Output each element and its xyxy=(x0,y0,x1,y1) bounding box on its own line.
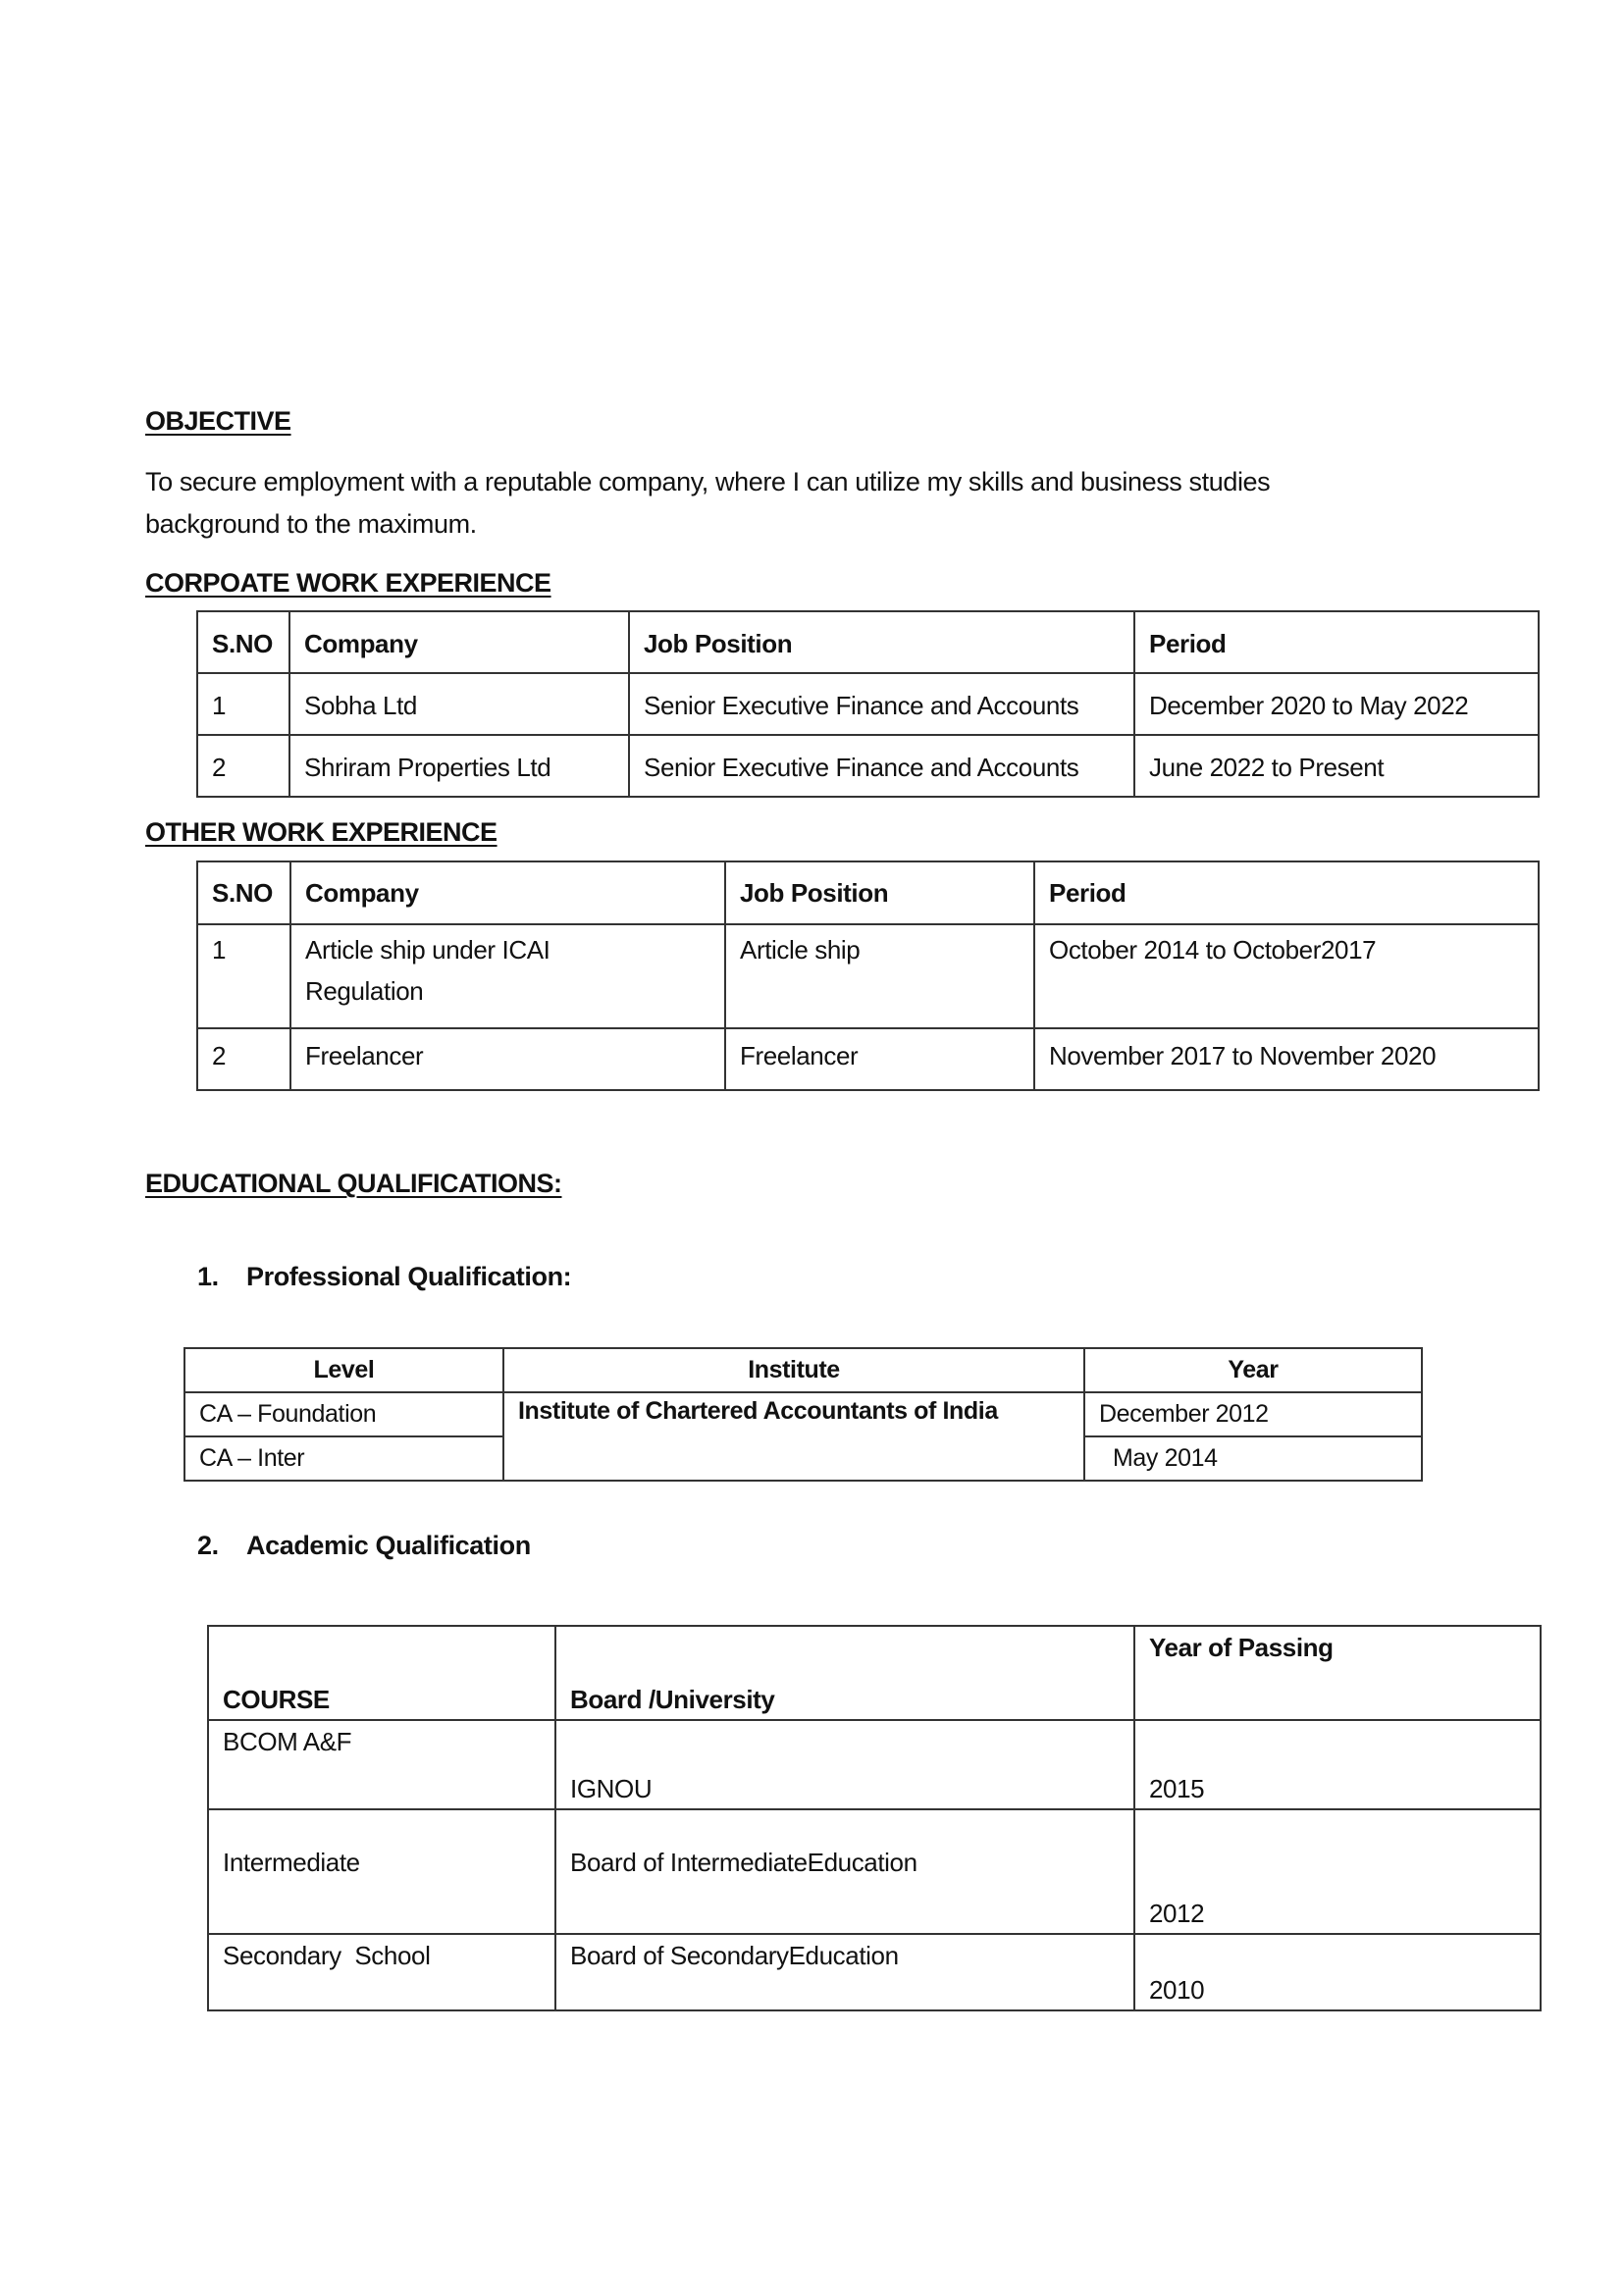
table-header-row xyxy=(197,861,1539,924)
column-header-year: Year xyxy=(1084,1348,1422,1392)
cell-period: October 2014 to October2017 xyxy=(1034,924,1539,1028)
table-header-row xyxy=(197,611,1539,673)
column-header-board: Board /University xyxy=(570,1685,775,1714)
cell-board: Board of SecondaryEducation xyxy=(570,1941,899,1970)
column-header-sno: S.NO xyxy=(197,861,290,924)
course-cell xyxy=(208,1720,555,1809)
cell-position: Senior Executive Finance and Accounts xyxy=(629,735,1134,797)
year-cell xyxy=(1134,1809,1541,1934)
column-header-board-cell xyxy=(555,1626,1134,1720)
cell-year: May 2014 xyxy=(1084,1436,1422,1481)
column-header-course: COURSE xyxy=(223,1685,330,1714)
academic-qualification-table xyxy=(207,1625,1542,2011)
column-header-course-cell xyxy=(208,1626,555,1720)
cell-company: Article ship under ICAI Regulation xyxy=(290,924,725,1028)
cell-year: December 2012 xyxy=(1084,1392,1422,1436)
column-header-level: Level xyxy=(184,1348,503,1392)
year-cell xyxy=(1134,1720,1541,1809)
professional-qualification-title xyxy=(197,1262,571,1292)
table-row xyxy=(208,1934,1541,2010)
cell-sno: 1 xyxy=(197,924,290,1028)
year-cell xyxy=(1134,1934,1541,2010)
table-row xyxy=(197,924,1539,1028)
table-row xyxy=(208,1809,1541,1934)
cell-period: June 2022 to Present xyxy=(1134,735,1539,797)
column-header-period: Period xyxy=(1134,611,1539,673)
professional-qualification-table xyxy=(183,1347,1423,1482)
cell-period: November 2017 to November 2020 xyxy=(1034,1028,1539,1090)
objective-heading: OBJECTIVE xyxy=(145,406,291,436)
cell-course: Secondary School xyxy=(223,1941,431,1970)
cell-period: December 2020 to May 2022 xyxy=(1134,673,1539,735)
column-header-position: Job Position xyxy=(629,611,1134,673)
cell-year: 2010 xyxy=(1149,1975,1205,2005)
corporate-experience-heading: CORPOATE WORK EXPERIENCE xyxy=(145,568,551,598)
subheading-text: Professional Qualification: xyxy=(246,1262,572,1291)
cell-position: Senior Executive Finance and Accounts xyxy=(629,673,1134,735)
cell-company: Freelancer xyxy=(290,1028,725,1090)
column-header-position: Job Position xyxy=(725,861,1034,924)
board-cell xyxy=(555,1809,1134,1934)
table-header-row xyxy=(208,1626,1541,1720)
cell-company: Shriram Properties Ltd xyxy=(289,735,629,797)
table-row xyxy=(208,1720,1541,1809)
cell-institute: Institute of Chartered Accountants of India xyxy=(503,1392,1084,1481)
cell-company: Sobha Ltd xyxy=(289,673,629,735)
cell-sno: 2 xyxy=(197,735,289,797)
cell-sno: 2 xyxy=(197,1028,290,1090)
board-cell xyxy=(555,1934,1134,2010)
objective-text: To secure employment with a reputable company, where I can utilize my skills and business studies background to the maximum. xyxy=(145,467,1271,539)
other-experience-table xyxy=(196,861,1540,1091)
list-number: 2. xyxy=(197,1531,219,1560)
cell-course: BCOM A&F xyxy=(223,1727,352,1756)
course-cell xyxy=(208,1809,555,1934)
cell-level: CA – Inter xyxy=(184,1436,503,1481)
table-row xyxy=(197,673,1539,735)
column-header-year-cell xyxy=(1134,1626,1541,1720)
cell-position: Freelancer xyxy=(725,1028,1034,1090)
cell-year: 2012 xyxy=(1149,1899,1205,1928)
cell-board: Board of IntermediateEducation xyxy=(570,1848,917,1877)
cell-course: Intermediate xyxy=(223,1848,360,1877)
cell-level: CA – Foundation xyxy=(184,1392,503,1436)
column-header-year: Year of Passing xyxy=(1149,1633,1334,1662)
course-cell xyxy=(208,1934,555,2010)
other-experience-heading: OTHER WORK EXPERIENCE xyxy=(145,817,498,847)
education-heading: EDUCATIONAL QUALIFICATIONS: xyxy=(145,1169,562,1198)
cell-sno: 1 xyxy=(197,673,289,735)
cell-board: IGNOU xyxy=(570,1774,653,1803)
table-row xyxy=(184,1392,1422,1436)
cell-position: Article ship xyxy=(725,924,1034,1028)
column-header-institute: Institute xyxy=(503,1348,1084,1392)
column-header-sno: S.NO xyxy=(197,611,289,673)
board-cell xyxy=(555,1720,1134,1809)
table-row xyxy=(197,1028,1539,1090)
list-number: 1. xyxy=(197,1262,219,1291)
cell-year: 2015 xyxy=(1149,1774,1205,1803)
academic-qualification-title xyxy=(197,1531,531,1561)
corporate-experience-table xyxy=(196,610,1540,798)
subheading-text: Academic Qualification xyxy=(246,1531,531,1560)
table-row xyxy=(197,735,1539,797)
column-header-period: Period xyxy=(1034,861,1539,924)
table-header-row xyxy=(184,1348,1422,1392)
column-header-company: Company xyxy=(290,861,725,924)
column-header-company: Company xyxy=(289,611,629,673)
